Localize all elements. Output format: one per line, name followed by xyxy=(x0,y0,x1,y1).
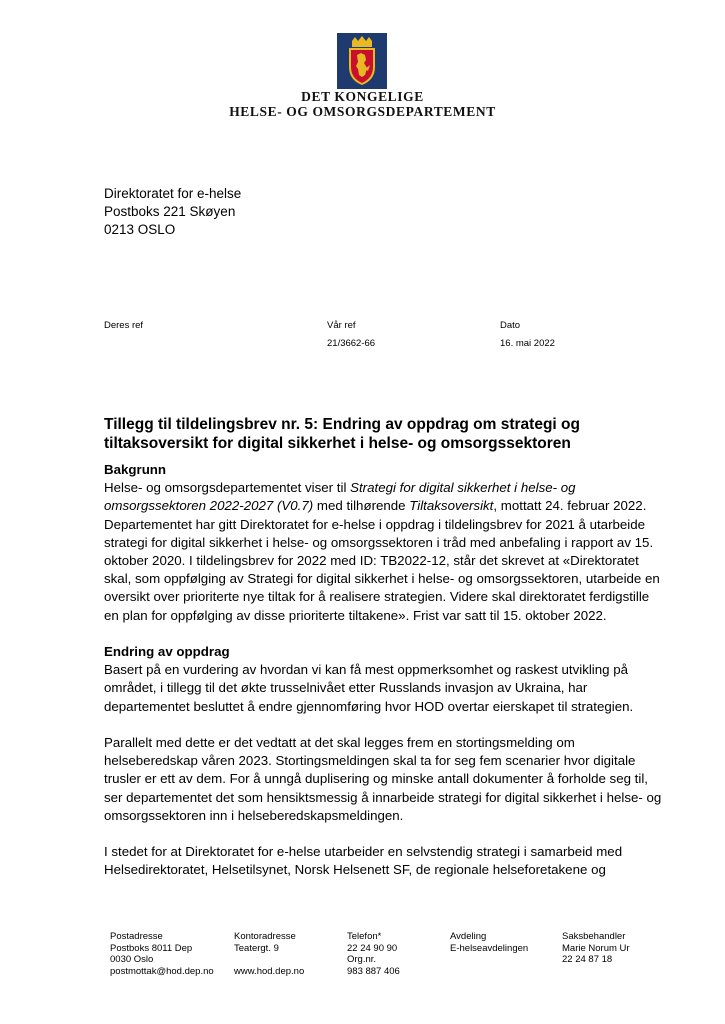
ministry-name-line1: DET KONGELIGE xyxy=(301,89,424,104)
footer-value: Postboks 8011 Dep xyxy=(110,942,193,954)
paragraph-text: Helse- og omsorgsdepartementet viser til xyxy=(104,480,351,496)
footer-label: Postadresse xyxy=(110,931,163,942)
section-heading-endring: Endring av oppdrag xyxy=(104,644,230,660)
footer-phone xyxy=(347,931,400,977)
norwegian-coat-of-arms-icon xyxy=(337,33,387,89)
date-value: 16. mai 2022 xyxy=(500,338,555,349)
recipient-postal: 0213 OSLO xyxy=(104,222,176,237)
footer-value: 22 24 90 90 xyxy=(347,942,398,954)
paragraph-parallel: Parallelt med dette er det vedtatt at det skal legges frem en stortingsmelding om helseberedskap våren 2023. Stortingsmeldingen skal ta for seg fem scenarier hvor digitale trusler er ett av dem. For å unngå duplisering og minske antall dokumenter å forholde seg til, ser departementet det som hensiktsmessig å innarbeide strategi for digital sikkerhet i helse- og omsorgssektoren inn i helseberedskapsmeldingen. xyxy=(104,735,662,823)
footer-website-link[interactable]: www.hod.dep.no xyxy=(234,965,305,977)
footer-department xyxy=(450,931,528,954)
tiltaksoversikt-italic: Tiltaksoversikt xyxy=(409,498,494,514)
paragraph-text: med tilhørende xyxy=(313,498,410,514)
recipient-name: Direktoratet for e-helse xyxy=(104,186,242,201)
footer-value: 22 24 87 18 xyxy=(562,954,613,965)
footer-value: Teatergt. 9 xyxy=(234,942,279,954)
letter-title: Tillegg til tildelingsbrev nr. 5: Endring av oppdrag om strategi og tiltaksoversikt for digital sikkerhet i helse- og omsorgssektoren xyxy=(104,416,580,452)
footer-value: 983 887 406 xyxy=(347,965,400,977)
footer-value: E-helseavdelingen xyxy=(450,942,529,954)
var-ref-label: Vår ref xyxy=(327,320,356,331)
letter-body xyxy=(104,461,664,880)
paragraph-change: Basert på en vurdering av hvordan vi kan få mest oppmerksomhet og raskest utvikling på området, i tillegg til det økte trusselnivået etter Russlands invasjon av Ukraina, har departementet besluttet å endre gjennomføring hvor HOD overtar eierskapet til strategien. xyxy=(104,662,634,714)
deres-ref-label: Deres ref xyxy=(104,320,144,331)
var-ref-value: 21/3662-66 xyxy=(327,338,376,349)
recipient-street: Postboks 221 Skøyen xyxy=(104,204,236,219)
footer-value: Org.nr. xyxy=(347,954,377,965)
footer-case-officer xyxy=(562,931,630,966)
footer-label: Avdeling xyxy=(450,931,487,942)
section-heading-bakgrunn: Bakgrunn xyxy=(104,462,167,477)
footer-label: Saksbehandler xyxy=(562,931,626,942)
paragraph-instead: I stedet for at Direktoratet for e-helse utarbeider en selvstendig strategi i samarbeid med Helsedirektoratet, Helsetilsynet, Norsk Helsenett SF, de regionale helseforetakene og xyxy=(104,844,623,878)
footer-value: 0030 Oslo xyxy=(110,954,154,965)
footer-label: Kontoradresse xyxy=(234,931,296,942)
recipient-address xyxy=(104,185,241,239)
footer-postal-address xyxy=(110,931,214,977)
footer-office-address xyxy=(234,931,304,977)
footer-value xyxy=(234,954,304,966)
footer-email-link[interactable]: postmottak@hod.dep.no xyxy=(110,965,214,977)
paragraph-background xyxy=(104,479,664,625)
ministry-name-line2: HELSE- OG OMSORGSDEPARTEMENT xyxy=(229,104,496,119)
strategy-title-italic: Strategi for digital sikkerhet i helse- og omsorgssektoren 2022-2027 (V0.7) xyxy=(104,480,576,514)
paragraph-text: , mottatt 24. februar 2022. Departementet har gitt Direktoratet for e-helse i oppdrag i tildelingsbrev for 2021 å utarbeide strategi for digital sikkerhet i helse- og omsorgssektoren i tråd med anbefaling i rapport av 15. oktober 2020. I tildelingsbrev for 2022 med ID: TB2022-12, står det skrevet at «Direktoratet skal, som oppfølging av Strategi for digital sikkerhet i helse- og omsorgssektoren, utarbeide en oversikt over prioriterte nye tiltak for å realisere strategien. Videre skal direktoratet ferdigstille en plan for oppfølging av disse prioriterte tiltakene». Frist var satt til 15. oktober 2022. xyxy=(104,498,660,623)
footer-value: Marie Norum Ur xyxy=(562,942,630,954)
footer-label: Telefon* xyxy=(347,931,382,942)
date-label: Dato xyxy=(500,320,521,331)
